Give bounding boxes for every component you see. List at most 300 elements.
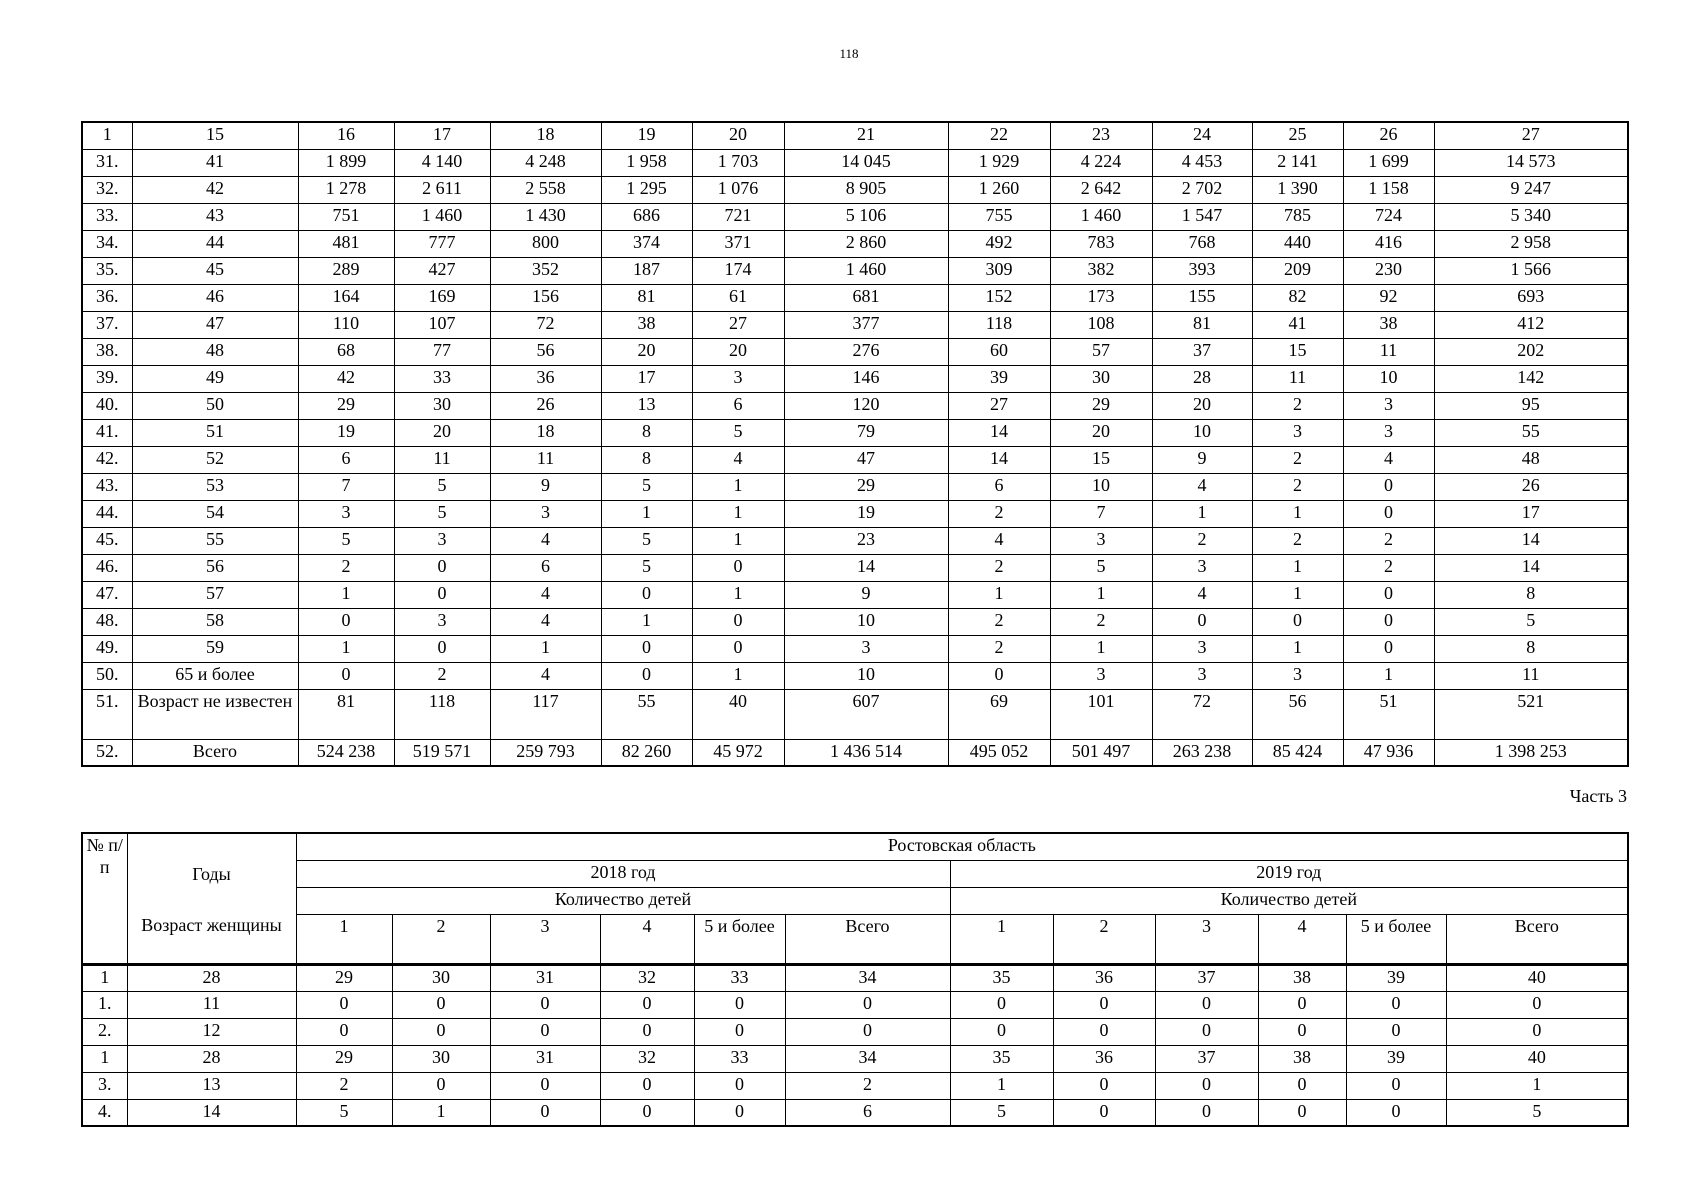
table-cell: 52. — [82, 739, 132, 766]
table-cell: 0 — [600, 1018, 694, 1045]
table-cell: 95 — [1434, 392, 1628, 419]
part-label: Часть 3 — [1569, 786, 1627, 806]
table-cell: 0 — [601, 581, 692, 608]
table-cell: 2 — [948, 608, 1050, 635]
table-row — [82, 311, 1628, 338]
table-cell: 14 045 — [784, 149, 948, 176]
table-cell: 1 — [692, 527, 784, 554]
table-cell: 521 — [1434, 689, 1628, 739]
table-cell: 4 — [948, 527, 1050, 554]
table-cell: 53 — [132, 473, 298, 500]
table-cell: 5 340 — [1434, 203, 1628, 230]
table-cell: 20 — [692, 122, 784, 149]
table-cell: 1 436 514 — [784, 739, 948, 766]
table-cell: 1 — [1252, 554, 1343, 581]
table-cell: 57 — [132, 581, 298, 608]
table-cell: 17 — [601, 365, 692, 392]
table-cell: 1 — [1252, 500, 1343, 527]
table-cell: 800 — [490, 230, 601, 257]
table-cell: 118 — [394, 689, 490, 739]
table-cell: 4. — [82, 1099, 127, 1126]
table-cell: 41 — [132, 149, 298, 176]
table-cell: 57 — [1050, 338, 1152, 365]
table-cell: 0 — [490, 991, 600, 1018]
table-cell: 169 — [394, 284, 490, 311]
table-cell: 10 — [1343, 365, 1434, 392]
table-cell: 5 — [298, 527, 394, 554]
table-cell: 0 — [1346, 1099, 1446, 1126]
table-cell: 82 — [1252, 284, 1343, 311]
table-cell: 1 — [601, 608, 692, 635]
table-cell: 0 — [1053, 1099, 1155, 1126]
table-cell: 352 — [490, 257, 601, 284]
table-cell: 8 — [1434, 635, 1628, 662]
header-col: 4 — [600, 914, 694, 964]
column-number-row — [82, 122, 1628, 149]
table-cell: 14 — [948, 446, 1050, 473]
table-cell: 15 — [1050, 446, 1152, 473]
table-cell: 0 — [296, 1018, 392, 1045]
header-region: Ростовская область — [296, 833, 1628, 860]
table-cell: 0 — [692, 554, 784, 581]
table-row — [82, 365, 1628, 392]
header-year-2018: 2018 год — [296, 860, 950, 887]
table-cell: 56 — [132, 554, 298, 581]
table-cell: 0 — [1258, 991, 1346, 1018]
table-cell: 8 — [1434, 581, 1628, 608]
table-cell: 173 — [1050, 284, 1152, 311]
table-cell: 481 — [298, 230, 394, 257]
header-row-years — [82, 860, 1628, 887]
table-cell: 3 — [692, 365, 784, 392]
table-cell: 8 — [601, 419, 692, 446]
table-cell: 38 — [1258, 964, 1346, 991]
table-cell: 25 — [1252, 122, 1343, 149]
header-row-cols — [82, 914, 1628, 964]
table-cell: 5 — [601, 554, 692, 581]
table-cell: 34 — [785, 964, 950, 991]
table-cell: 55 — [132, 527, 298, 554]
table-cell: 2 — [298, 554, 394, 581]
table-cell: 1 547 — [1152, 203, 1252, 230]
table-cell: 45 972 — [692, 739, 784, 766]
table-cell: 6 — [692, 392, 784, 419]
table-cell: 4 — [490, 581, 601, 608]
table-cell: 1 460 — [394, 203, 490, 230]
table-cell: 0 — [601, 635, 692, 662]
table-cell: 29 — [296, 1045, 392, 1072]
table-cell: 9 247 — [1434, 176, 1628, 203]
table-cell: 19 — [601, 122, 692, 149]
header-col: 1 — [950, 914, 1053, 964]
table-cell: 2 — [948, 635, 1050, 662]
table-row — [82, 689, 1628, 739]
table-cell: 2 860 — [784, 230, 948, 257]
table-cell: 40 — [1446, 1045, 1628, 1072]
table-cell: 72 — [1152, 689, 1252, 739]
table-cell: 0 — [694, 991, 785, 1018]
table-part-3 — [81, 832, 1629, 1127]
header-age: Возраст женщины — [127, 914, 296, 964]
table-cell: 27 — [948, 392, 1050, 419]
table-cell: 3 — [1050, 527, 1152, 554]
table-cell: 2 — [1343, 554, 1434, 581]
table-cell: Возраст не известен — [132, 689, 298, 739]
table-cell: 58 — [132, 608, 298, 635]
table-cell: 11 — [1434, 662, 1628, 689]
table-cell: 1 — [692, 662, 784, 689]
table-cell: 607 — [784, 689, 948, 739]
table-cell: 3. — [82, 1072, 127, 1099]
table-cell: 110 — [298, 311, 394, 338]
table-cell: 32 — [600, 1045, 694, 1072]
table-cell: 4 — [692, 446, 784, 473]
table-cell: 1 929 — [948, 149, 1050, 176]
table-cell: 30 — [1050, 365, 1152, 392]
table-cell: 3 — [1152, 554, 1252, 581]
table-cell: 3 — [1050, 662, 1152, 689]
table-cell: 5 — [1050, 554, 1152, 581]
table-cell: 1 958 — [601, 149, 692, 176]
table-cell: 2 642 — [1050, 176, 1152, 203]
table-cell: 155 — [1152, 284, 1252, 311]
table-cell: 92 — [1343, 284, 1434, 311]
table-cell: 0 — [785, 991, 950, 1018]
table-row — [82, 446, 1628, 473]
table-cell: 230 — [1343, 257, 1434, 284]
table-cell: 309 — [948, 257, 1050, 284]
table-cell: 39 — [1346, 964, 1446, 991]
table-row — [82, 635, 1628, 662]
table-cell: 4 — [490, 662, 601, 689]
table-cell: 1 158 — [1343, 176, 1434, 203]
table-cell: 40 — [692, 689, 784, 739]
table-cell: 35 — [950, 1045, 1053, 1072]
table-row — [82, 419, 1628, 446]
table-cell: 5 106 — [784, 203, 948, 230]
table-cell: 39 — [1346, 1045, 1446, 1072]
table-cell: 2 — [394, 662, 490, 689]
table-cell: 2 — [1252, 527, 1343, 554]
table-cell: 524 238 — [298, 739, 394, 766]
table-cell: 142 — [1434, 365, 1628, 392]
table-cell: 2 — [948, 500, 1050, 527]
table-cell: 4 — [1152, 581, 1252, 608]
table-cell: 0 — [1155, 1018, 1258, 1045]
table-cell: 751 — [298, 203, 394, 230]
table-cell: 12 — [127, 1018, 296, 1045]
table-cell: 4 140 — [394, 149, 490, 176]
table-cell: 11 — [1252, 365, 1343, 392]
table-cell: 56 — [490, 338, 601, 365]
header-row-region — [82, 833, 1628, 860]
table-cell: 28 — [127, 1045, 296, 1072]
table-cell: 1 — [1050, 635, 1152, 662]
table-cell: 85 424 — [1252, 739, 1343, 766]
table-cell: 0 — [1446, 1018, 1628, 1045]
table-cell: 4 — [1152, 473, 1252, 500]
table-cell: 755 — [948, 203, 1050, 230]
table-cell: 2 — [1050, 608, 1152, 635]
table-cell: 4 — [490, 608, 601, 635]
table-cell: 7 — [1050, 500, 1152, 527]
table-cell: 0 — [600, 1099, 694, 1126]
table-cell: 38 — [1258, 1045, 1346, 1072]
table-cell: 56 — [1252, 689, 1343, 739]
table-cell: 152 — [948, 284, 1050, 311]
table-cell: 1 — [82, 1045, 127, 1072]
table-cell: 0 — [1343, 500, 1434, 527]
table-cell: 259 793 — [490, 739, 601, 766]
table-cell: 768 — [1152, 230, 1252, 257]
table-cell: 0 — [950, 1018, 1053, 1045]
table-cell: 3 — [1152, 662, 1252, 689]
table-cell: 0 — [392, 991, 490, 1018]
table-cell: 681 — [784, 284, 948, 311]
table-cell: 29 — [1050, 392, 1152, 419]
table-part-2 — [81, 121, 1629, 767]
table-cell: 36 — [1053, 964, 1155, 991]
table-cell: 3 — [1152, 635, 1252, 662]
table-cell: 0 — [692, 635, 784, 662]
table-cell: 724 — [1343, 203, 1434, 230]
table-cell: 13 — [127, 1072, 296, 1099]
table-cell: 19 — [298, 419, 394, 446]
table-cell: 3 — [784, 635, 948, 662]
table-cell: 44. — [82, 500, 132, 527]
table-cell: 2 611 — [394, 176, 490, 203]
table-cell: 174 — [692, 257, 784, 284]
table-cell: 20 — [394, 419, 490, 446]
table-cell: 1 — [1252, 635, 1343, 662]
table-cell: 30 — [392, 964, 490, 991]
table-cell: 1 899 — [298, 149, 394, 176]
table-cell: 68 — [298, 338, 394, 365]
table-cell: 3 — [394, 608, 490, 635]
table-row — [82, 230, 1628, 257]
table-cell: 0 — [490, 1072, 600, 1099]
table-cell: 51 — [1343, 689, 1434, 739]
table-cell: 36. — [82, 284, 132, 311]
header-row-children — [82, 887, 1628, 914]
table-cell: 3 — [1252, 419, 1343, 446]
table-cell: 492 — [948, 230, 1050, 257]
table-cell: 2 — [1152, 527, 1252, 554]
table-cell: 33 — [694, 964, 785, 991]
table-cell: 6 — [785, 1099, 950, 1126]
table-cell: 54 — [132, 500, 298, 527]
table-cell: 0 — [394, 581, 490, 608]
header-col: 4 — [1258, 914, 1346, 964]
table-cell: 1 430 — [490, 203, 601, 230]
table-cell: 2 — [785, 1072, 950, 1099]
table-cell: 0 — [490, 1018, 600, 1045]
header-col: 3 — [1155, 914, 1258, 964]
table-cell: 7 — [298, 473, 394, 500]
table-cell: 34 — [785, 1045, 950, 1072]
table-cell: 0 — [1446, 991, 1628, 1018]
table-cell: 26 — [1343, 122, 1434, 149]
table-cell: 32 — [600, 964, 694, 991]
table-cell: 2 — [1252, 392, 1343, 419]
table-cell: 1 278 — [298, 176, 394, 203]
table-cell: 120 — [784, 392, 948, 419]
table-cell: 1 — [1252, 581, 1343, 608]
header-col: 5 и более — [1346, 914, 1446, 964]
table-cell: 17 — [394, 122, 490, 149]
table-cell: 1 — [298, 581, 394, 608]
table-cell: 50. — [82, 662, 132, 689]
table-row — [82, 739, 1628, 766]
table-cell: 29 — [298, 392, 394, 419]
table-cell: 785 — [1252, 203, 1343, 230]
table-cell: 0 — [694, 1099, 785, 1126]
table-cell: 17 — [1434, 500, 1628, 527]
table-cell: 26 — [490, 392, 601, 419]
table-cell: 5 — [950, 1099, 1053, 1126]
table-row — [82, 176, 1628, 203]
table-cell: 41. — [82, 419, 132, 446]
table-cell: 4 453 — [1152, 149, 1252, 176]
table-cell: 10 — [1050, 473, 1152, 500]
table-cell: 0 — [785, 1018, 950, 1045]
table-cell: 20 — [601, 338, 692, 365]
table-cell: 0 — [1155, 991, 1258, 1018]
table-cell: 30 — [392, 1045, 490, 1072]
table-cell: 23 — [1050, 122, 1152, 149]
table-cell: 5 — [394, 500, 490, 527]
table-cell: 2 702 — [1152, 176, 1252, 203]
table-cell: 31 — [490, 964, 600, 991]
table-cell: 49 — [132, 365, 298, 392]
table-cell: 82 260 — [601, 739, 692, 766]
header-children-2018: Количество детей — [296, 887, 950, 914]
table-row — [82, 662, 1628, 689]
table-cell: 0 — [1053, 991, 1155, 1018]
table-cell: 0 — [490, 1099, 600, 1126]
table-row — [82, 284, 1628, 311]
table-cell: 1 — [1446, 1072, 1628, 1099]
table-cell: 51. — [82, 689, 132, 739]
table-cell: 371 — [692, 230, 784, 257]
table-cell: 81 — [601, 284, 692, 311]
table-cell: 1 — [82, 964, 127, 991]
table-row — [82, 608, 1628, 635]
table-cell: 20 — [692, 338, 784, 365]
table-cell: 20 — [1050, 419, 1152, 446]
table-cell: 81 — [1152, 311, 1252, 338]
table-cell: 47. — [82, 581, 132, 608]
table-cell: 1 — [392, 1099, 490, 1126]
table-cell: 1 — [1050, 581, 1152, 608]
table-cell: 14 — [948, 419, 1050, 446]
table-cell: 49. — [82, 635, 132, 662]
table-cell: 0 — [296, 991, 392, 1018]
table-row — [82, 1072, 1628, 1099]
table-cell: 0 — [694, 1018, 785, 1045]
header-col: 5 и более — [694, 914, 785, 964]
table-cell: 1 — [692, 581, 784, 608]
table-cell: 1 — [298, 635, 394, 662]
table-cell: 47 — [784, 446, 948, 473]
table-cell: 37. — [82, 311, 132, 338]
table-row — [82, 473, 1628, 500]
table-cell: 5 — [601, 527, 692, 554]
table-cell: 39. — [82, 365, 132, 392]
table-cell: 1 — [948, 581, 1050, 608]
table-cell: 19 — [784, 500, 948, 527]
table-cell: 0 — [1252, 608, 1343, 635]
table-cell: 41 — [1252, 311, 1343, 338]
table-cell: 0 — [1346, 1018, 1446, 1045]
table-cell: 1 — [601, 500, 692, 527]
table-cell: 0 — [692, 608, 784, 635]
table-row — [82, 392, 1628, 419]
table-row — [82, 527, 1628, 554]
table-cell: 6 — [298, 446, 394, 473]
table-cell: 501 497 — [1050, 739, 1152, 766]
table-cell: 42 — [132, 176, 298, 203]
table-cell: 0 — [1343, 473, 1434, 500]
table-cell: 31. — [82, 149, 132, 176]
table-cell: 2 958 — [1434, 230, 1628, 257]
table-cell: 20 — [1152, 392, 1252, 419]
table-cell: 0 — [950, 991, 1053, 1018]
table-cell: 4 — [490, 527, 601, 554]
table-cell: 39 — [948, 365, 1050, 392]
table-cell: 0 — [392, 1072, 490, 1099]
table-cell: 3 — [1343, 392, 1434, 419]
table-cell: 0 — [1053, 1072, 1155, 1099]
table-cell: 1 — [950, 1072, 1053, 1099]
table-cell: 42. — [82, 446, 132, 473]
table-cell: 0 — [1155, 1072, 1258, 1099]
table-cell: 42 — [298, 365, 394, 392]
table-cell: 32. — [82, 176, 132, 203]
table-cell: 1 — [692, 500, 784, 527]
table-cell: 24 — [1152, 122, 1252, 149]
table-row — [82, 581, 1628, 608]
table-cell: 412 — [1434, 311, 1628, 338]
table-cell: 3 — [298, 500, 394, 527]
table-cell: 382 — [1050, 257, 1152, 284]
header-years: Годы — [127, 833, 296, 914]
table-cell: 1 076 — [692, 176, 784, 203]
table-cell: 77 — [394, 338, 490, 365]
table-cell: 18 — [490, 419, 601, 446]
table-cell: 0 — [1053, 1018, 1155, 1045]
table-cell: 1 398 253 — [1434, 739, 1628, 766]
table-cell: 1 460 — [784, 257, 948, 284]
table-cell: 45 — [132, 257, 298, 284]
table-cell: 28 — [1152, 365, 1252, 392]
table-cell: 60 — [948, 338, 1050, 365]
table-cell: 51 — [132, 419, 298, 446]
table-cell: 1 566 — [1434, 257, 1628, 284]
table-cell: 3 — [394, 527, 490, 554]
table-cell: 6 — [490, 554, 601, 581]
table-cell: 27 — [1434, 122, 1628, 149]
table-cell: 263 238 — [1152, 739, 1252, 766]
table-cell: 1 — [82, 122, 132, 149]
table-row — [82, 338, 1628, 365]
table-cell: 37 — [1155, 1045, 1258, 1072]
table-cell: 3 — [1343, 419, 1434, 446]
table-cell: 35 — [950, 964, 1053, 991]
table-cell: 9 — [490, 473, 601, 500]
table-cell: 427 — [394, 257, 490, 284]
table-cell: 4 248 — [490, 149, 601, 176]
